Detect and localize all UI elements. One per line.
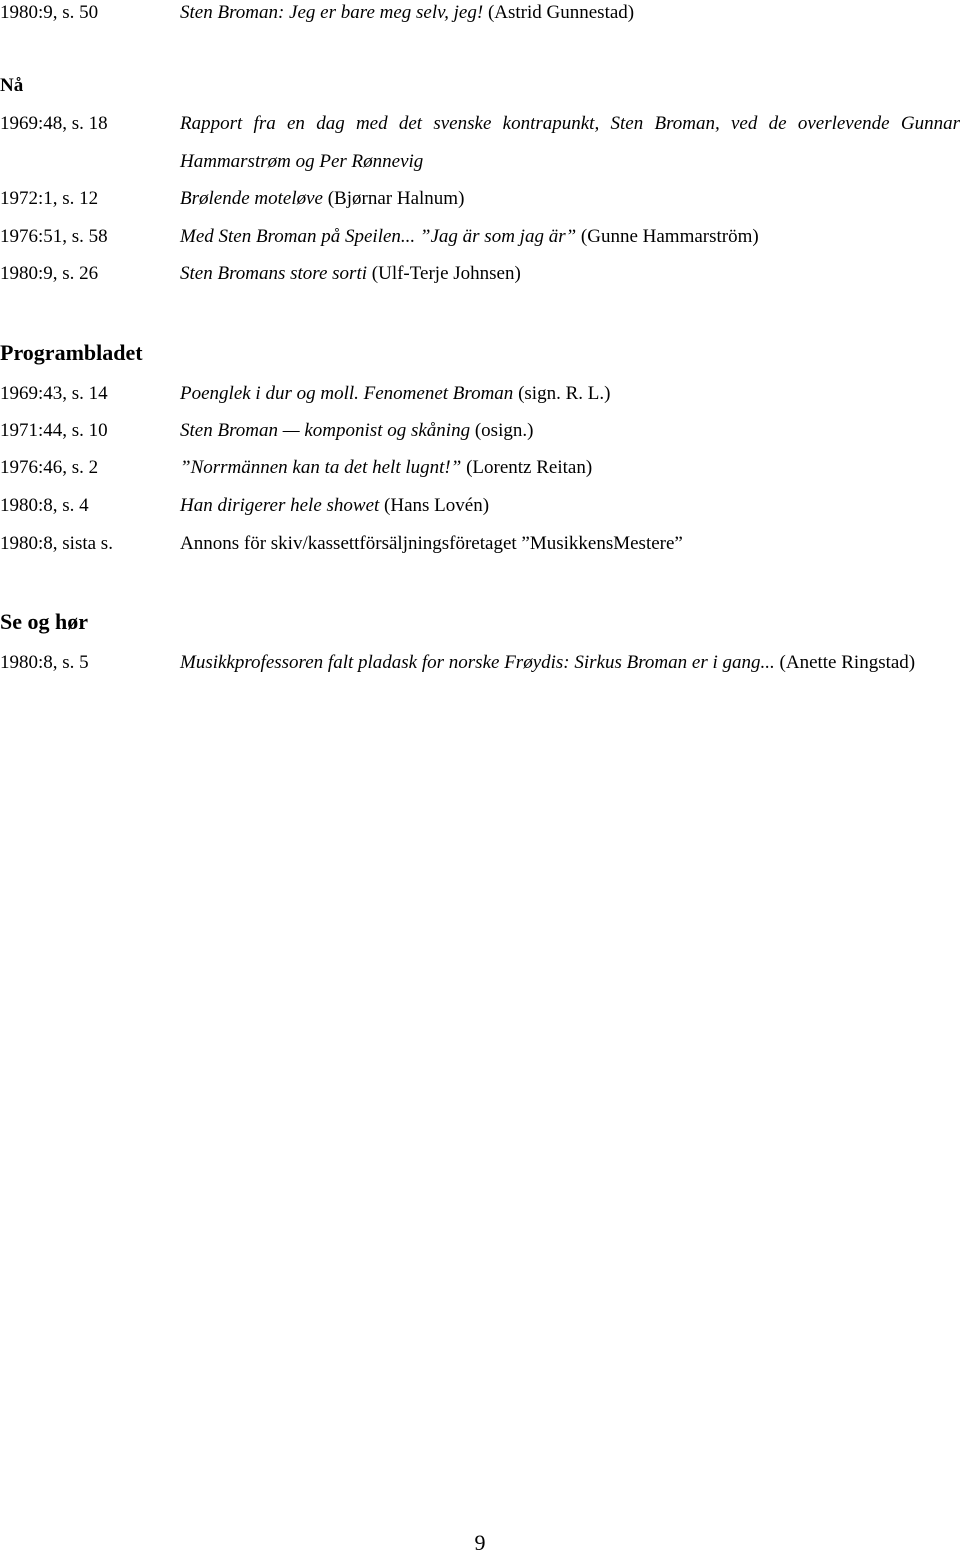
entry-row <box>0 261 960 287</box>
entry-author: (osign.) <box>474 420 534 441</box>
entry-author: (Hans Lovén) <box>384 495 490 516</box>
entry-title: Sten Broman — komponist og skåning <box>180 420 471 441</box>
entry-row <box>0 455 960 481</box>
entry-desc <box>180 224 960 250</box>
entry-ref: 1976:51, s. 58 <box>0 226 108 247</box>
entry-desc <box>180 644 960 682</box>
entry-title: Musikkprofessoren falt pladask for norske Frøydis: Sirkus Broman er i gang... <box>180 652 775 673</box>
entry-row <box>0 0 960 26</box>
entry-desc <box>180 381 960 407</box>
entry-ref: 1969:48, s. 18 <box>0 113 108 134</box>
entry-title: Sten Bromans store sorti <box>180 263 368 284</box>
entry-author: (Anette Ringstad) <box>779 652 916 673</box>
entry-row <box>0 186 960 212</box>
entry-desc <box>180 531 960 557</box>
entry-ref: 1980:8, s. 4 <box>0 495 89 516</box>
entry-row <box>0 418 960 444</box>
entry-title: Rapport fra en dag med det svenske kontrapunkt, Sten Broman, ved de overlevende Gunnar Hammarstrøm og Per Rønnevig <box>180 113 960 172</box>
entry-row <box>0 493 960 519</box>
entry-ref: 1980:9, s. 50 <box>0 2 99 23</box>
entry-desc <box>180 493 960 519</box>
entry-ref: 1971:44, s. 10 <box>0 420 108 441</box>
entry-author: (Astrid Gunnestad) <box>487 2 635 23</box>
entry-author: (Ulf-Terje Johnsen) <box>371 263 521 284</box>
page-number: 9 <box>474 1530 486 1555</box>
entry-ref: 1980:8, sista s. <box>0 533 113 554</box>
section-heading-programbladet: Programbladet <box>0 340 143 365</box>
entry-title: Brølende moteløve <box>180 188 323 209</box>
entry-row <box>0 650 960 714</box>
entry-row <box>0 381 960 407</box>
entry-ref: 1980:9, s. 26 <box>0 263 99 284</box>
entry-title: ”Norrmännen kan ta det helt lugnt!” <box>180 457 462 478</box>
entry-author: (sign. R. L.) <box>518 383 611 404</box>
entry-title: Poenglek i dur og moll. Fenomenet Broman <box>180 383 514 404</box>
entry-row <box>0 224 960 250</box>
entry-title: Han dirigerer hele showet <box>180 495 380 516</box>
entry-author: Annons för skiv/kassettförsäljningsföretaget ”MusikkensMestere” <box>180 533 683 554</box>
section-heading-se-og-hor: Se og hør <box>0 609 88 634</box>
entry-title: Med Sten Broman på Speilen... ”Jag är som jag är” <box>180 226 577 247</box>
entry-desc <box>180 0 960 26</box>
entry-desc <box>180 105 960 181</box>
entry-author: (Gunne Hammarström) <box>580 226 759 247</box>
entry-ref: 1980:8, s. 5 <box>0 652 89 673</box>
entry-title: Sten Broman: Jeg er bare meg selv, jeg! <box>180 2 484 23</box>
entry-ref: 1969:43, s. 14 <box>0 383 108 404</box>
entry-author: (Lorentz Reitan) <box>466 457 593 478</box>
entry-desc <box>180 455 960 481</box>
entry-ref: 1972:1, s. 12 <box>0 188 99 209</box>
entry-ref: 1976:46, s. 2 <box>0 457 99 478</box>
entry-desc <box>180 261 960 287</box>
entry-author: (Bjørnar Halnum) <box>327 188 465 209</box>
entry-row <box>0 531 960 557</box>
entry-row <box>0 111 960 175</box>
entry-desc <box>180 418 960 444</box>
entry-desc <box>180 186 960 212</box>
section-heading-na: Nå <box>0 75 24 96</box>
